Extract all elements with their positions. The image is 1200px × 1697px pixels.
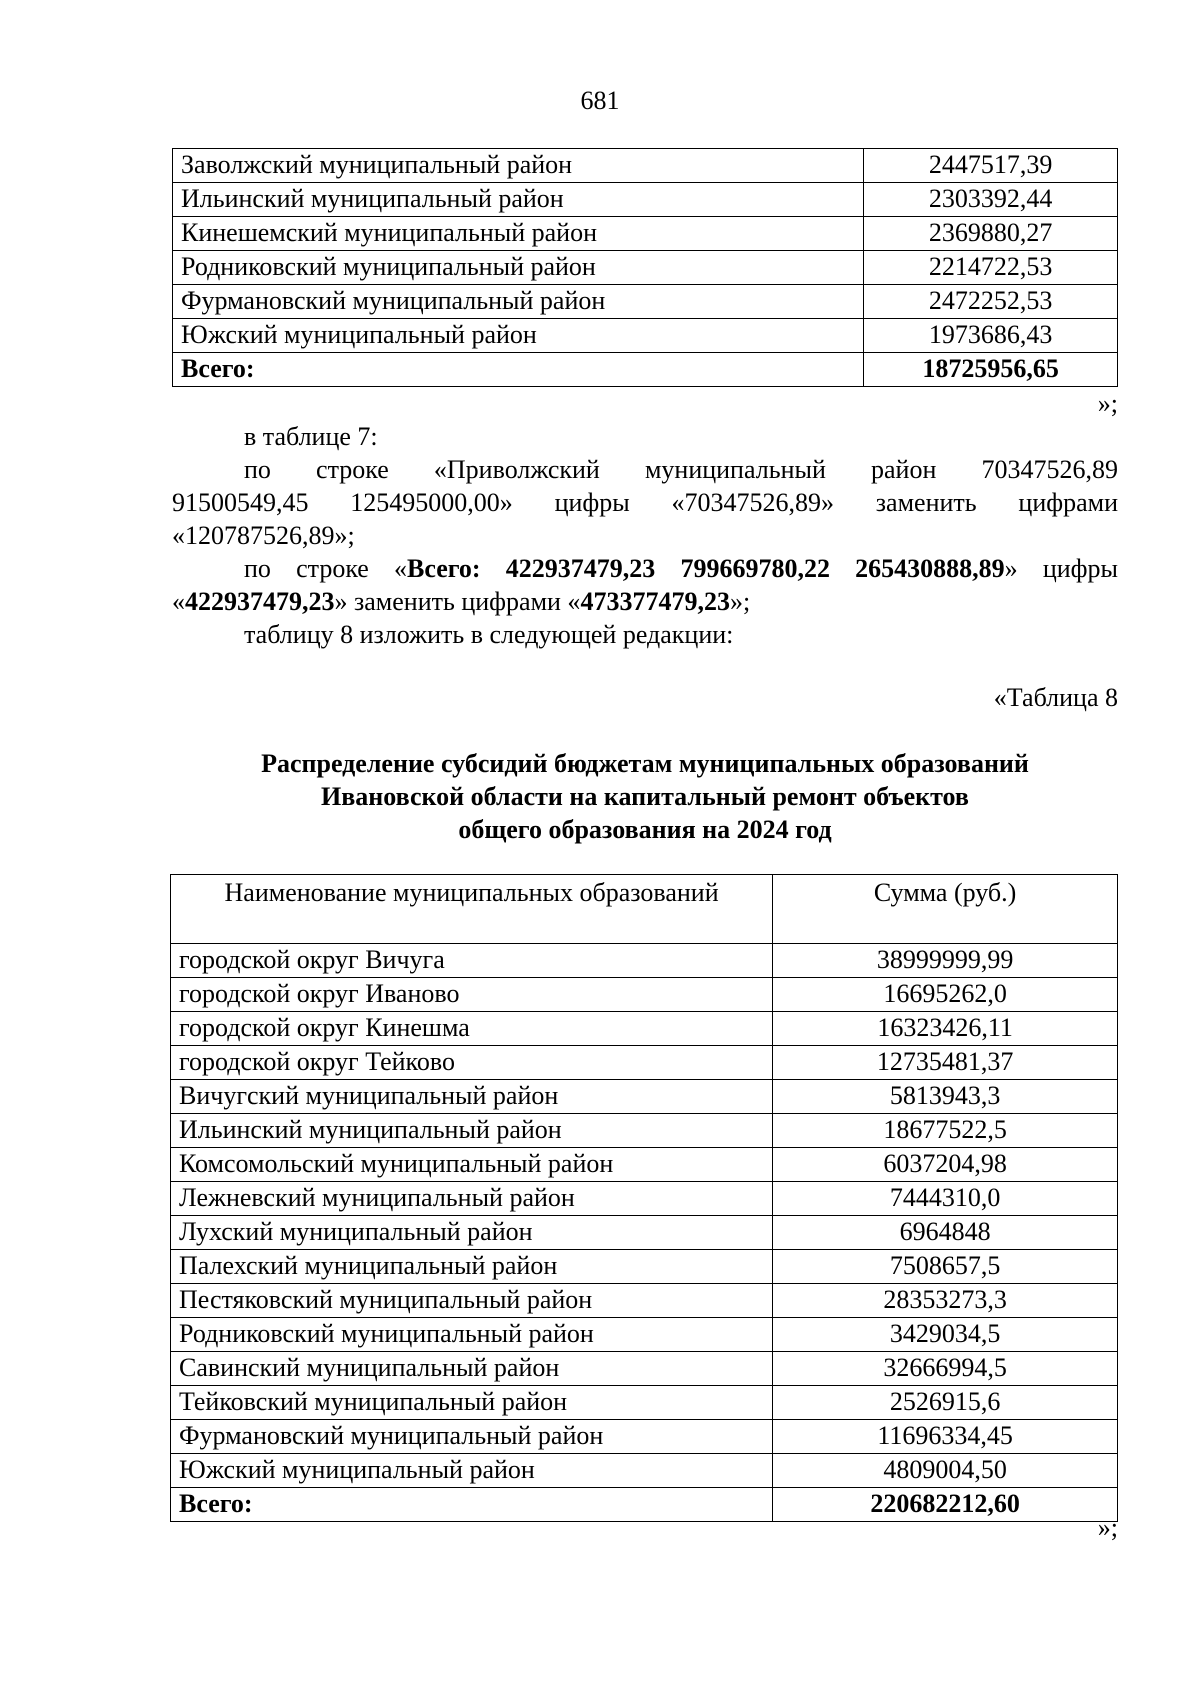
table-row <box>171 1284 1118 1318</box>
table-row <box>171 1114 1118 1148</box>
row-value: 4809004,50 <box>773 1454 1118 1488</box>
closing-quote-mark: »; <box>1097 1513 1118 1542</box>
row-name: Кинешемский муниципальный район <box>173 217 864 251</box>
table-row <box>173 319 1118 353</box>
table-row <box>171 1148 1118 1182</box>
row-name: Заволжский муниципальный район <box>173 149 864 183</box>
table-row <box>171 1386 1118 1420</box>
paragraph-row-privolzhsky <box>172 453 1118 552</box>
table-label: «Таблица 8 <box>993 683 1118 712</box>
title-line: Распределение субсидий бюджетам муниципальных образований <box>261 749 1029 778</box>
page-number: 681 <box>580 86 620 115</box>
table-row <box>171 1012 1118 1046</box>
header-sum: Сумма (руб.) <box>773 875 1118 944</box>
row-name: Пестяковский муниципальный район <box>171 1284 773 1318</box>
table-previous-continuation <box>172 148 1118 387</box>
paragraph-row-total <box>172 552 1118 618</box>
text-fragment: »; <box>729 587 751 616</box>
table-8-subsidies <box>170 874 1118 1522</box>
row-name: Савинский муниципальный район <box>171 1352 773 1386</box>
closing-quote-mark: »; <box>1097 389 1118 418</box>
total-label: Всего: <box>171 1488 773 1522</box>
total-label: Всего: <box>173 353 864 387</box>
table-total-row <box>171 1488 1118 1522</box>
row-value: 16323426,11 <box>773 1012 1118 1046</box>
table-title <box>172 747 1118 846</box>
row-value: 2526915,6 <box>773 1386 1118 1420</box>
table-row <box>171 944 1118 978</box>
paragraph-line: «120787526,89»; <box>172 521 355 550</box>
bold-fragment: 422937479,23 <box>185 587 335 616</box>
row-value: 2472252,53 <box>864 285 1118 319</box>
paragraph-line <box>172 552 1118 585</box>
row-name: Ильинский муниципальный район <box>173 183 864 217</box>
row-value: 2214722,53 <box>864 251 1118 285</box>
row-name: городской округ Иваново <box>171 978 773 1012</box>
table-row <box>171 1454 1118 1488</box>
text-fragment: по строке « <box>244 554 408 583</box>
table-row <box>173 285 1118 319</box>
table-row <box>171 1216 1118 1250</box>
table-row <box>171 1318 1118 1352</box>
row-value: 28353273,3 <box>773 1284 1118 1318</box>
row-name: Родниковский муниципальный район <box>171 1318 773 1352</box>
table-row <box>173 183 1118 217</box>
row-name: городской округ Кинешма <box>171 1012 773 1046</box>
row-name: Южский муниципальный район <box>173 319 864 353</box>
row-value: 3429034,5 <box>773 1318 1118 1352</box>
table-row <box>171 978 1118 1012</box>
row-value: 1973686,43 <box>864 319 1118 353</box>
row-value: 7508657,5 <box>773 1250 1118 1284</box>
row-value: 18677522,5 <box>773 1114 1118 1148</box>
row-value: 7444310,0 <box>773 1182 1118 1216</box>
text-fragment: » заменить цифрами « <box>334 587 581 616</box>
total-value: 220682212,60 <box>773 1488 1118 1522</box>
title-line: общего образования на 2024 год <box>458 815 832 844</box>
row-value: 12735481,37 <box>773 1046 1118 1080</box>
text-fragment: » цифры <box>1004 554 1118 583</box>
paragraph-table8-intro: таблицу 8 изложить в следующей редакции: <box>244 620 734 649</box>
paragraph-table7-intro: в таблице 7: <box>244 422 378 451</box>
row-name: Палехский муниципальный район <box>171 1250 773 1284</box>
row-value: 6037204,98 <box>773 1148 1118 1182</box>
row-name: Ильинский муниципальный район <box>171 1114 773 1148</box>
row-value: 11696334,45 <box>773 1420 1118 1454</box>
bold-fragment: 473377479,23 <box>580 587 730 616</box>
paragraph-line: по строке «Приволжский муниципальный район 70347526,89 <box>244 455 1118 484</box>
text-fragment: « <box>172 587 185 616</box>
row-name: Тейковский муниципальный район <box>171 1386 773 1420</box>
row-value: 38999999,99 <box>773 944 1118 978</box>
bold-fragment: Всего: 422937479,23 799669780,22 265430888,89 <box>407 554 1005 583</box>
row-value: 6964848 <box>773 1216 1118 1250</box>
row-name: городской округ Вичуга <box>171 944 773 978</box>
row-value: 2303392,44 <box>864 183 1118 217</box>
table-row <box>171 1250 1118 1284</box>
table-row <box>173 251 1118 285</box>
row-name: Фурмановский муниципальный район <box>171 1420 773 1454</box>
row-value: 16695262,0 <box>773 978 1118 1012</box>
row-value: 2447517,39 <box>864 149 1118 183</box>
row-name: Вичугский муниципальный район <box>171 1080 773 1114</box>
table-row <box>171 1046 1118 1080</box>
row-name: Комсомольский муниципальный район <box>171 1148 773 1182</box>
row-name: Фурмановский муниципальный район <box>173 285 864 319</box>
table-row <box>171 1182 1118 1216</box>
row-name: городской округ Тейково <box>171 1046 773 1080</box>
table-row <box>171 1352 1118 1386</box>
row-value: 32666994,5 <box>773 1352 1118 1386</box>
paragraph-line <box>172 585 1118 618</box>
table-row <box>173 217 1118 251</box>
table-row <box>171 1080 1118 1114</box>
row-name: Южский муниципальный район <box>171 1454 773 1488</box>
table-header-row <box>171 875 1118 944</box>
row-value: 5813943,3 <box>773 1080 1118 1114</box>
table-row <box>171 1420 1118 1454</box>
row-value: 2369880,27 <box>864 217 1118 251</box>
row-name: Родниковский муниципальный район <box>173 251 864 285</box>
header-name: Наименование муниципальных образований <box>171 875 773 944</box>
title-line: Ивановской области на капитальный ремонт объектов <box>321 782 969 811</box>
table-row <box>173 149 1118 183</box>
row-name: Лухский муниципальный район <box>171 1216 773 1250</box>
table-total-row <box>173 353 1118 387</box>
row-name: Лежневский муниципальный район <box>171 1182 773 1216</box>
paragraph-line: 91500549,45 125495000,00» цифры «70347526,89» заменить цифрами <box>172 488 1118 517</box>
total-value: 18725956,65 <box>864 353 1118 387</box>
